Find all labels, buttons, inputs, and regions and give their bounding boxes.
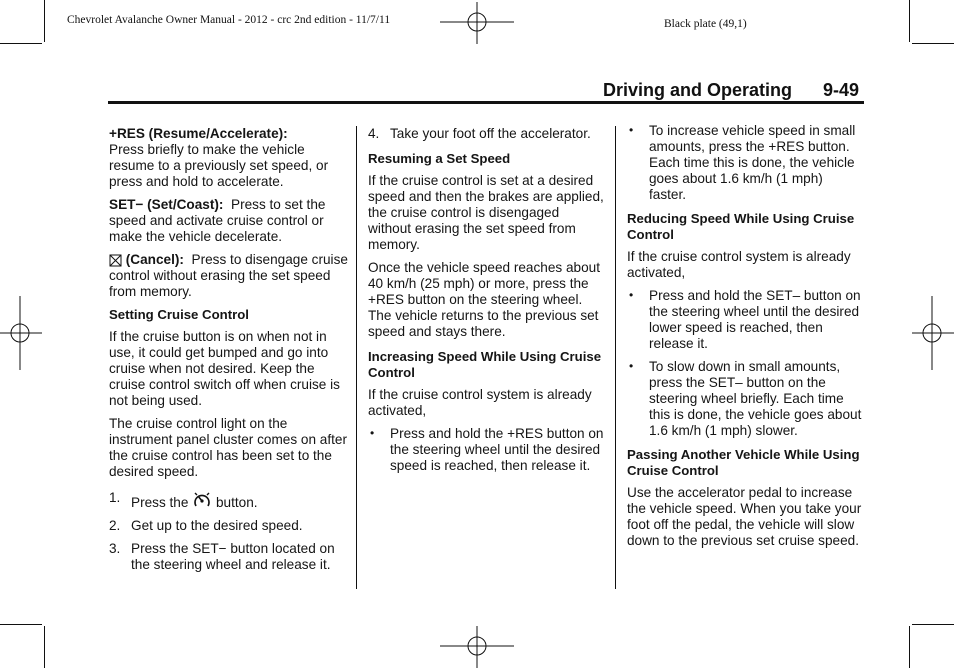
bullet-item: [627, 288, 863, 352]
bullet-item: [627, 359, 863, 439]
bullet-item: [368, 426, 604, 474]
step-number: 2.: [109, 518, 121, 533]
bullet-text: Press and hold the SET– button on the steering wheel until the desired lower speed is reached, then release it.: [649, 288, 861, 351]
cancel-label: (Cancel):: [125, 252, 184, 267]
resuming-paragraph-1: If the cruise control is set at a desired speed and then the brakes are applied, the cruise control is disengaged without erasing the set speed from memory.: [368, 173, 604, 252]
set-text: Press to set the speed and activate cruise control or make the vehicle decelerate.: [109, 197, 326, 244]
registration-crosshair-icon: [440, 2, 514, 44]
step-number: 3.: [109, 541, 121, 556]
bullet-text: To slow down in small amounts, press the SET– button on the steering wheel briefly. Each time this is done, the vehicle goes about 1.6 km/h (1 mph) slower.: [649, 359, 862, 438]
set-entry: [109, 197, 349, 245]
crop-mark: [0, 624, 42, 625]
bullet-text: To increase vehicle speed in small amounts, press the +RES button. Each time this is done, the vehicle goes about 1.6 km/h (1 mph) faster.: [649, 123, 856, 202]
step-text: Press the SET− button located on the steering wheel and release it.: [131, 541, 335, 572]
setting-heading: Setting Cruise Control: [109, 307, 249, 322]
crop-mark: [0, 43, 42, 44]
column-1: [109, 126, 349, 580]
step-2: [109, 518, 349, 534]
crop-mark: [912, 624, 954, 625]
setting-paragraph-1: If the cruise button is on when not in use, it could get bumped and go into cruise when not desired. Keep the cruise control switch off when cruise is not being used.: [109, 329, 340, 408]
passing-heading: Passing Another Vehicle While Using Cruise Control: [627, 447, 860, 478]
step-3: [109, 541, 349, 573]
res-text: Press briefly to make the vehicle resume to a previously set speed, or press and hold to accelerate.: [109, 142, 329, 189]
header-rule: [108, 101, 864, 104]
reducing-heading: Reducing Speed While Using Cruise Control: [627, 211, 855, 242]
step-text: Press the: [131, 495, 189, 510]
crop-mark: [909, 626, 910, 668]
step-text: button.: [215, 495, 258, 510]
res-label: +RES (Resume/Accelerate):: [109, 126, 288, 141]
column-2: [368, 126, 604, 481]
passing-paragraph-1: Use the accelerator pedal to increase the vehicle speed. When you take your foot off the pedal, the vehicle will slow down to the previous set cruise speed.: [627, 485, 862, 548]
resuming-paragraph-2: Once the vehicle speed reaches about 40 km/h (25 mph) or more, press the +RES button on the steering wheel. The vehicle returns to the previous set speed and stays there.: [368, 260, 601, 339]
document-info-line: Chevrolet Avalanche Owner Manual - 2012 - crc 2nd edition - 11/7/11: [67, 14, 391, 26]
res-entry: [109, 126, 349, 190]
resuming-heading: Resuming a Set Speed: [368, 151, 511, 166]
column-3: [627, 123, 863, 556]
registration-crosshair-icon: [912, 296, 954, 370]
set-label: SET− (Set/Coast):: [109, 197, 224, 212]
registration-crosshair-icon: [440, 626, 514, 668]
bullet-mark: •: [629, 359, 634, 373]
cancel-text: Press to disengage cruise control without erasing the set speed from memory.: [109, 252, 348, 299]
step-text: Take your foot off the accelerator.: [390, 126, 591, 141]
crop-mark: [909, 0, 910, 42]
cancel-entry: [109, 252, 349, 300]
bullet-text: Press and hold the +RES button on the steering wheel until the desired speed is reached, then release it.: [390, 426, 604, 473]
bullet-item: [627, 123, 863, 203]
section-title: Driving and Operating: [603, 80, 793, 100]
reducing-paragraph-1: If the cruise control system is already activated,: [627, 249, 851, 280]
increasing-heading: Increasing Speed While Using Cruise Control: [368, 349, 602, 380]
crop-mark: [912, 43, 954, 44]
crop-mark: [44, 626, 45, 668]
crop-mark: [44, 0, 45, 42]
step-number: 1.: [109, 490, 121, 505]
bullet-mark: •: [629, 123, 634, 137]
bullet-mark: •: [629, 288, 634, 302]
bullet-mark: •: [370, 426, 375, 440]
column-divider: [615, 126, 616, 589]
setting-paragraph-2: The cruise control light on the instrument panel cluster comes on after the cruise control has been set to the desired speed.: [109, 416, 348, 479]
page-number: 9-49: [823, 80, 860, 100]
step-number: 4.: [368, 126, 380, 141]
plate-label: Black plate (49,1): [664, 18, 747, 30]
registration-crosshair-icon: [0, 296, 42, 370]
increasing-paragraph-1: If the cruise control system is already activated,: [368, 387, 592, 418]
step-1: [109, 490, 349, 511]
cancel-x-box-icon: [109, 254, 122, 267]
cruise-speedometer-icon: [192, 490, 212, 510]
column-divider: [356, 126, 357, 589]
step-text: Get up to the desired speed.: [131, 518, 303, 533]
step-4: [368, 126, 604, 142]
